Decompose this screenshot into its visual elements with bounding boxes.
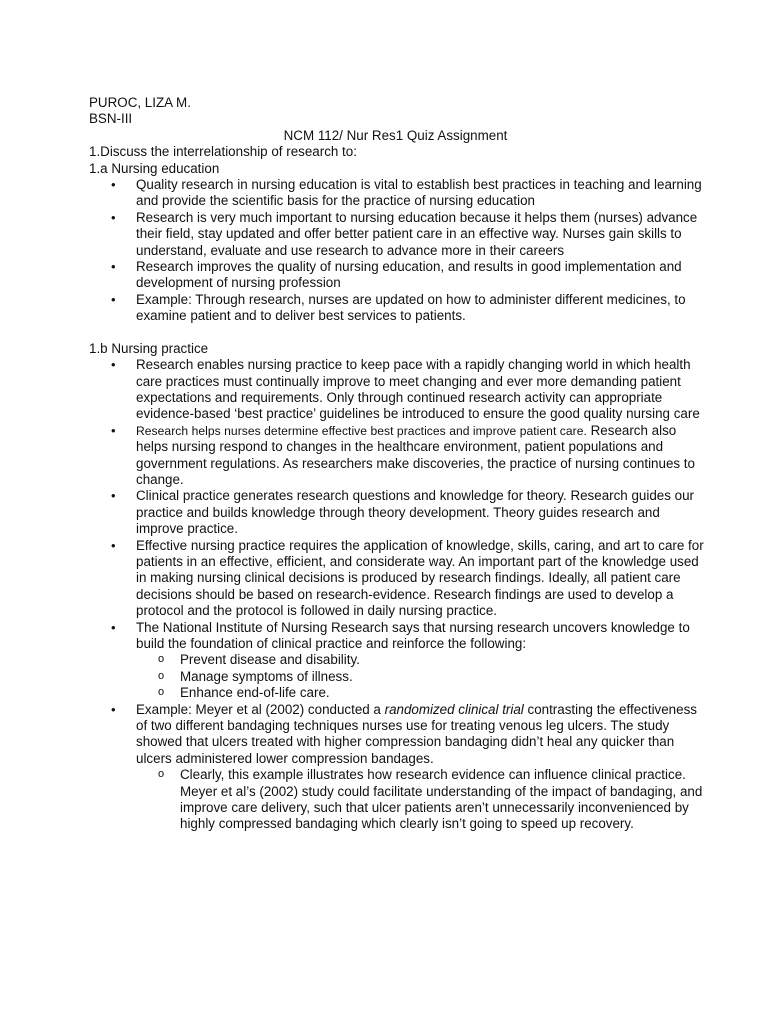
assignment-title: NCM 112/ Nur Res1 Quiz Assignment	[283, 127, 508, 143]
list-item	[136, 702, 708, 833]
nested-list	[136, 652, 708, 701]
list-item	[136, 620, 708, 702]
section-b-list	[89, 357, 708, 833]
list-item: • Research enables nursing practice to keep pace with a rapidly changing world in which health care practices must continually improve to meet changing and ever more demanding patient expectations and requirements. Only through continued research activity can appropriate evidence-based ‘best practice’ guidelines be introduced to ensure the good quality nursing care	[136, 357, 708, 423]
example-text-after: contrasting the effectiveness of two different bandaging techniques nurses use for treating venous leg ulcers. The study showed that ulcers treated with higher compression bandaging didn’t heal any quicker than ulcers administered lower compression bandages.	[136, 701, 697, 766]
list-item: • Effective nursing practice requires the application of knowledge, skills, caring, and art to care for patients in an effective, efficient, and considerate way. An important part of the knowledge used in making nursing clinical decisions is produced by research findings. Ideally, all patient care decisions should be based on research-evidence. Research findings are used to develop a protocol and the protocol is followed in daily nursing practice.	[136, 538, 708, 620]
list-item: • Example: Through research, nurses are updated on how to administer different medicines, to examine patient and to deliver best services to patients.	[136, 292, 708, 325]
section-a-list	[89, 177, 708, 325]
section-b-heading: 1.b Nursing practice	[89, 340, 209, 356]
nested-list-item: o Enhance end-of-life care.	[180, 685, 708, 701]
example-text-italic: randomized clinical trial	[384, 701, 524, 717]
nested-list	[136, 767, 708, 833]
question-prompt: 1.Discuss the interrelationship of research to:	[89, 144, 357, 160]
list-item-lead: Research helps nurses determine effective best practices and improve patient care.	[136, 423, 587, 438]
list-item: • Clinical practice generates research questions and knowledge for theory. Research guides our practice and builds knowledge through theory development. Theory guides research and improve practice.	[136, 488, 708, 537]
list-item: • Research improves the quality of nursing education, and results in good implementation and development of nursing profession	[136, 259, 708, 292]
student-program: BSN-III	[89, 111, 133, 127]
section-a-heading: 1.a Nursing education	[89, 160, 220, 176]
list-item-rest: Research also helps nursing respond to changes in the healthcare environment, patient populations and government regulations. As researchers make discoveries, the practice of nursing continues to change.	[136, 422, 695, 487]
example-text-before: Example: Meyer et al (2002) conducted a	[136, 701, 385, 717]
list-item-text: The National Institute of Nursing Research says that nursing research uncovers knowledge to build the foundation of clinical practice and reinforce the following:	[136, 619, 690, 651]
spacer	[89, 325, 708, 341]
list-item: • Research is very much important to nursing education because it helps them (nurses) advance their field, stay updated and offer better patient care in an effective way. Nurses gain skills to understand, evaluate and use research to advance more in their careers	[136, 210, 708, 259]
list-item	[136, 423, 708, 489]
nested-list-item: o Clearly, this example illustrates how research evidence can influence clinical practice. Meyer et al’s (2002) study could facilitate understanding of the impact of bandaging, and improve care delivery, such that ulcer patients aren’t unnecessarily inconvenienced by highly compressed bandaging which clearly isn’t going to speed up recovery.	[180, 767, 708, 833]
list-item: • Quality research in nursing education is vital to establish best practices in teaching and learning and provide the scientific basis for the practice of nursing education	[136, 177, 708, 210]
nested-list-item: o Prevent disease and disability.	[180, 652, 708, 668]
nested-list-item: o Manage symptoms of illness.	[180, 669, 708, 685]
student-name: PUROC, LIZA M.	[89, 95, 191, 110]
